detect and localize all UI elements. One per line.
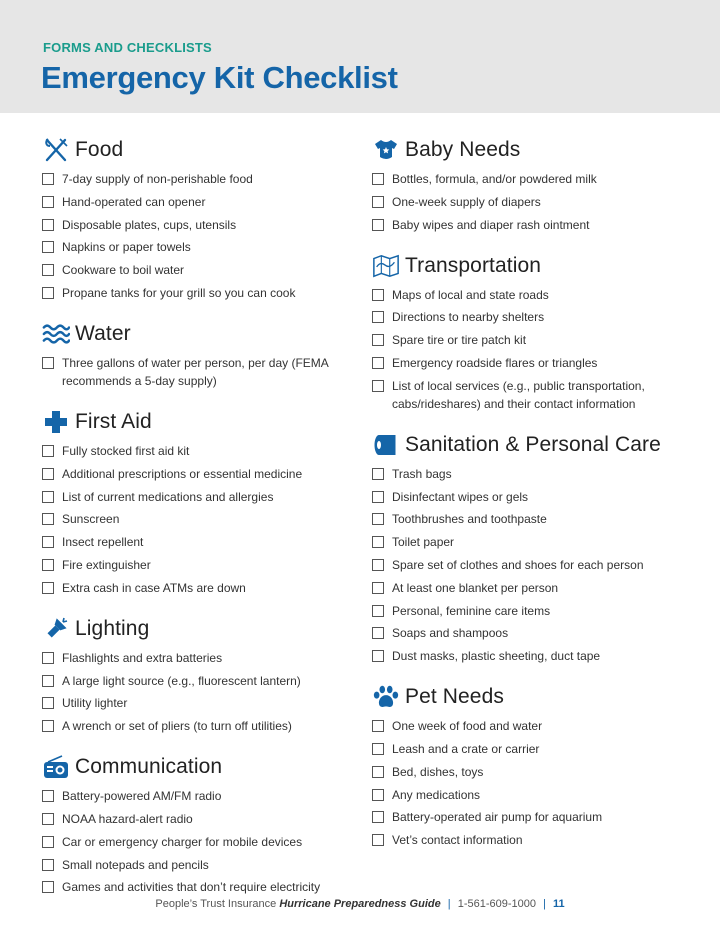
checklist-item [42,556,352,574]
section-title: Communication [75,755,223,779]
checklist-item [372,533,702,551]
section-header [42,749,352,785]
checkbox[interactable] [42,697,54,709]
checklist-item [42,856,352,874]
checkbox[interactable] [372,380,384,392]
checklist-item-label: Insect repellent [62,535,144,550]
checklist-item [372,831,702,849]
checklist-item [372,465,702,483]
checklist-item [372,740,702,758]
page-title: Emergency Kit Checklist [41,60,398,95]
checklist-item-label: Spare set of clothes and shoes for each person [392,557,644,572]
checkbox[interactable] [42,445,54,457]
checklist-item-label: Directions to nearby shelters [392,310,545,325]
checklist-item [42,488,352,506]
footer-phone: 1-561-609-1000 [457,898,536,910]
checklist-item-label: Hand-operated can opener [62,194,206,209]
checklist-item [42,354,352,390]
section-lighting [42,611,352,735]
onesie-icon [372,136,400,164]
checklist-item [372,193,702,211]
left-column [42,132,352,901]
checklist-item-label: Napkins or paper towels [62,240,191,255]
checklist-item-label: Utility lighter [62,696,128,711]
checklist-item-label: Personal, feminine care items [392,603,551,618]
checklist-item [372,488,702,506]
fork-knife-icon [42,136,70,164]
checkbox[interactable] [372,582,384,594]
checklist-item [42,465,352,483]
section-title: Baby Needs [405,138,521,161]
section-sanitation-and-personal-care [372,427,702,665]
checklist-item [372,717,702,735]
page-header [0,0,720,113]
checklist-item-label: List of current medications and allergies [62,489,274,504]
checkbox[interactable] [372,311,384,323]
map-icon [372,252,400,280]
section-water [42,316,352,390]
footer-company: People’s Trust Insurance [155,898,277,910]
checklist-item-label: A large light source (e.g., fluorescent lantern) [62,673,301,688]
checkbox[interactable] [42,491,54,503]
section-title: Water [75,321,131,345]
checkbox[interactable] [372,196,384,208]
checklist-item [42,694,352,712]
checkbox[interactable] [372,834,384,846]
footer-guide-title: Hurricane Preparedness Guide [279,898,441,910]
checkbox[interactable] [42,536,54,548]
section-header [372,679,702,715]
checkbox[interactable] [372,536,384,548]
checklist-item [42,238,352,256]
checkbox[interactable] [42,173,54,185]
section-baby-needs [372,132,702,234]
checklist-item [372,354,702,372]
checklist-item [42,787,352,805]
checklist-item [372,377,702,413]
checklist-item-label: Propane tanks for your grill so you can cook [62,285,296,300]
checkbox[interactable] [42,559,54,571]
checklist-item [42,284,352,302]
checklist-item-label: Fully stocked first aid kit [62,443,190,458]
section-title: Transportation [405,253,542,277]
radio-icon [42,753,70,781]
checkbox[interactable] [372,289,384,301]
section-header [42,316,352,352]
checklist-item [42,193,352,211]
checkbox[interactable] [42,196,54,208]
checklist-item-label: Three gallons of water per person, per day (FEMA recommends a 5-day supply) [62,355,329,388]
checklist-item-label: Battery-operated air pump for aquarium [392,810,603,825]
checkbox[interactable] [42,675,54,687]
section-eyebrow: FORMS AND CHECKLISTS [43,40,212,55]
checkbox[interactable] [372,650,384,662]
checklist-item-label: Sunscreen [62,512,120,527]
checklist-item-label: Toothbrushes and toothpaste [392,512,547,527]
checklist-item-label: Cookware to boil water [62,263,185,278]
checklist-item-label: Spare tire or tire patch kit [392,333,527,348]
checklist-item [42,261,352,279]
page-footer [0,898,720,910]
section-food [42,132,352,302]
checklist-item [42,442,352,460]
checklist-item [42,649,352,667]
checkbox[interactable] [372,789,384,801]
checklist-item [372,647,702,665]
checkbox[interactable] [42,582,54,594]
section-header [42,132,352,168]
footer-divider: | [543,898,546,910]
checklist-item [372,763,702,781]
checkbox[interactable] [42,813,54,825]
footer-divider: | [447,898,451,910]
checklist-item-label: One week of food and water [392,719,543,734]
checklist-item [372,170,702,188]
checklist-item [42,579,352,597]
right-column [372,132,702,854]
checkbox[interactable] [42,241,54,253]
checklist-item [42,833,352,851]
section-transportation [372,248,702,413]
checklist-item-label: Games and activities that don’t require electricity [62,880,321,895]
checklist-item-label: One-week supply of diapers [392,194,541,209]
section-pet-needs [372,679,702,849]
section-header [42,611,352,647]
checkbox[interactable] [372,627,384,639]
checkbox[interactable] [372,605,384,617]
section-header [372,132,702,168]
checklist-item [372,624,702,642]
checklist-item-label: Maps of local and state roads [392,287,549,302]
checkbox[interactable] [42,652,54,664]
checklist-item-label: Small notepads and pencils [62,857,209,872]
checklist [372,717,702,849]
checklist-item-label: Disposable plates, cups, utensils [62,217,237,232]
section-header [372,427,702,463]
section-title: Pet Needs [405,685,504,709]
checklist-item [42,810,352,828]
checklist-item-label: Battery-powered AM/FM radio [62,789,222,804]
checklist [42,787,352,896]
checklist-item [42,216,352,234]
checkbox[interactable] [42,836,54,848]
checkbox[interactable] [42,881,54,893]
section-title: Food [75,138,124,161]
checklist-item-label: Baby wipes and diaper rash ointment [392,217,590,232]
checklist-item [372,308,702,326]
checklist-item-label: Leash and a crate or carrier [392,741,540,756]
checkbox[interactable] [372,468,384,480]
checklist [372,465,702,665]
checklist [372,286,702,413]
section-title: First Aid [75,409,152,433]
checklist-item-label: Soaps and shampoos [392,626,509,641]
medical-cross-icon [42,408,70,436]
checklist-item-label: Toilet paper [392,535,455,550]
checklist-item-label: Dust masks, plastic sheeting, duct tape [392,649,601,664]
checkbox[interactable] [372,743,384,755]
checklist-item [372,331,702,349]
checkbox[interactable] [42,720,54,732]
checklist-item [372,510,702,528]
checklist-item [42,878,352,896]
section-first-aid [42,404,352,597]
checklist-item [372,286,702,304]
checklist [42,442,352,597]
checkbox[interactable] [372,720,384,732]
checkbox[interactable] [42,287,54,299]
checklist-item-label: At least one blanket per person [392,580,559,595]
toilet-paper-icon [372,431,400,459]
checkbox[interactable] [372,766,384,778]
checklist-item-label: Trash bags [392,466,452,481]
checklist [372,170,702,234]
checklist-item-label: Emergency roadside flares or triangles [392,355,598,370]
water-waves-icon [42,320,70,348]
checklist-item [372,602,702,620]
checklist [42,354,352,390]
checklist-item [372,786,702,804]
checklist-item-label: 7-day supply of non-perishable food [62,172,253,186]
checkbox[interactable] [42,513,54,525]
checkbox[interactable] [372,334,384,346]
section-header [372,248,702,284]
checkbox[interactable] [42,264,54,276]
checkbox[interactable] [372,173,384,185]
checklist-item-label: Any medications [392,787,481,802]
checkbox[interactable] [372,559,384,571]
section-title: Lighting [75,616,150,640]
section-communication [42,749,352,896]
checklist-item-label: Bottles, formula, and/or powdered milk [392,172,597,186]
checklist-item-label: NOAA hazard-alert radio [62,811,193,826]
checklist-item-label: Additional prescriptions or essential medicine [62,466,303,481]
checklist [42,170,352,302]
checkbox[interactable] [42,468,54,480]
checklist [42,649,352,735]
checklist-item-label: Bed, dishes, toys [392,764,484,779]
section-title: Sanitation & Personal Care [405,432,661,456]
paw-icon [372,683,400,711]
checklist-item-label: Disinfectant wipes or gels [392,489,529,504]
checklist-item [42,672,352,690]
page-number: 11 [552,898,565,910]
checkbox[interactable] [42,357,54,369]
checkbox[interactable] [42,790,54,802]
checkbox[interactable] [372,513,384,525]
checklist-item [42,533,352,551]
checklist-item-label: Flashlights and extra batteries [62,650,223,665]
checkbox[interactable] [372,491,384,503]
checkbox[interactable] [372,811,384,823]
checklist-item [42,510,352,528]
flashlight-icon [42,615,70,643]
checklist-item-label: A wrench or set of pliers (to turn off utilities) [62,719,292,734]
checkbox[interactable] [42,219,54,231]
checkbox[interactable] [372,357,384,369]
checkbox[interactable] [372,219,384,231]
checklist-item-label: Vet’s contact information [392,833,523,848]
checklist-item [372,808,702,826]
checklist-item [372,579,702,597]
checklist-item [42,717,352,735]
checklist-item [372,556,702,574]
checkbox[interactable] [42,859,54,871]
checklist-item-label: Car or emergency charger for mobile devices [62,834,303,849]
section-header [42,404,352,440]
checklist-item [372,216,702,234]
checklist-item [42,170,352,188]
checklist-item-label: List of local services (e.g., public transportation, cabs/rideshares) and their contact information [392,378,645,411]
checklist-item-label: Fire extinguisher [62,557,151,572]
checklist-item-label: Extra cash in case ATMs are down [62,580,246,595]
